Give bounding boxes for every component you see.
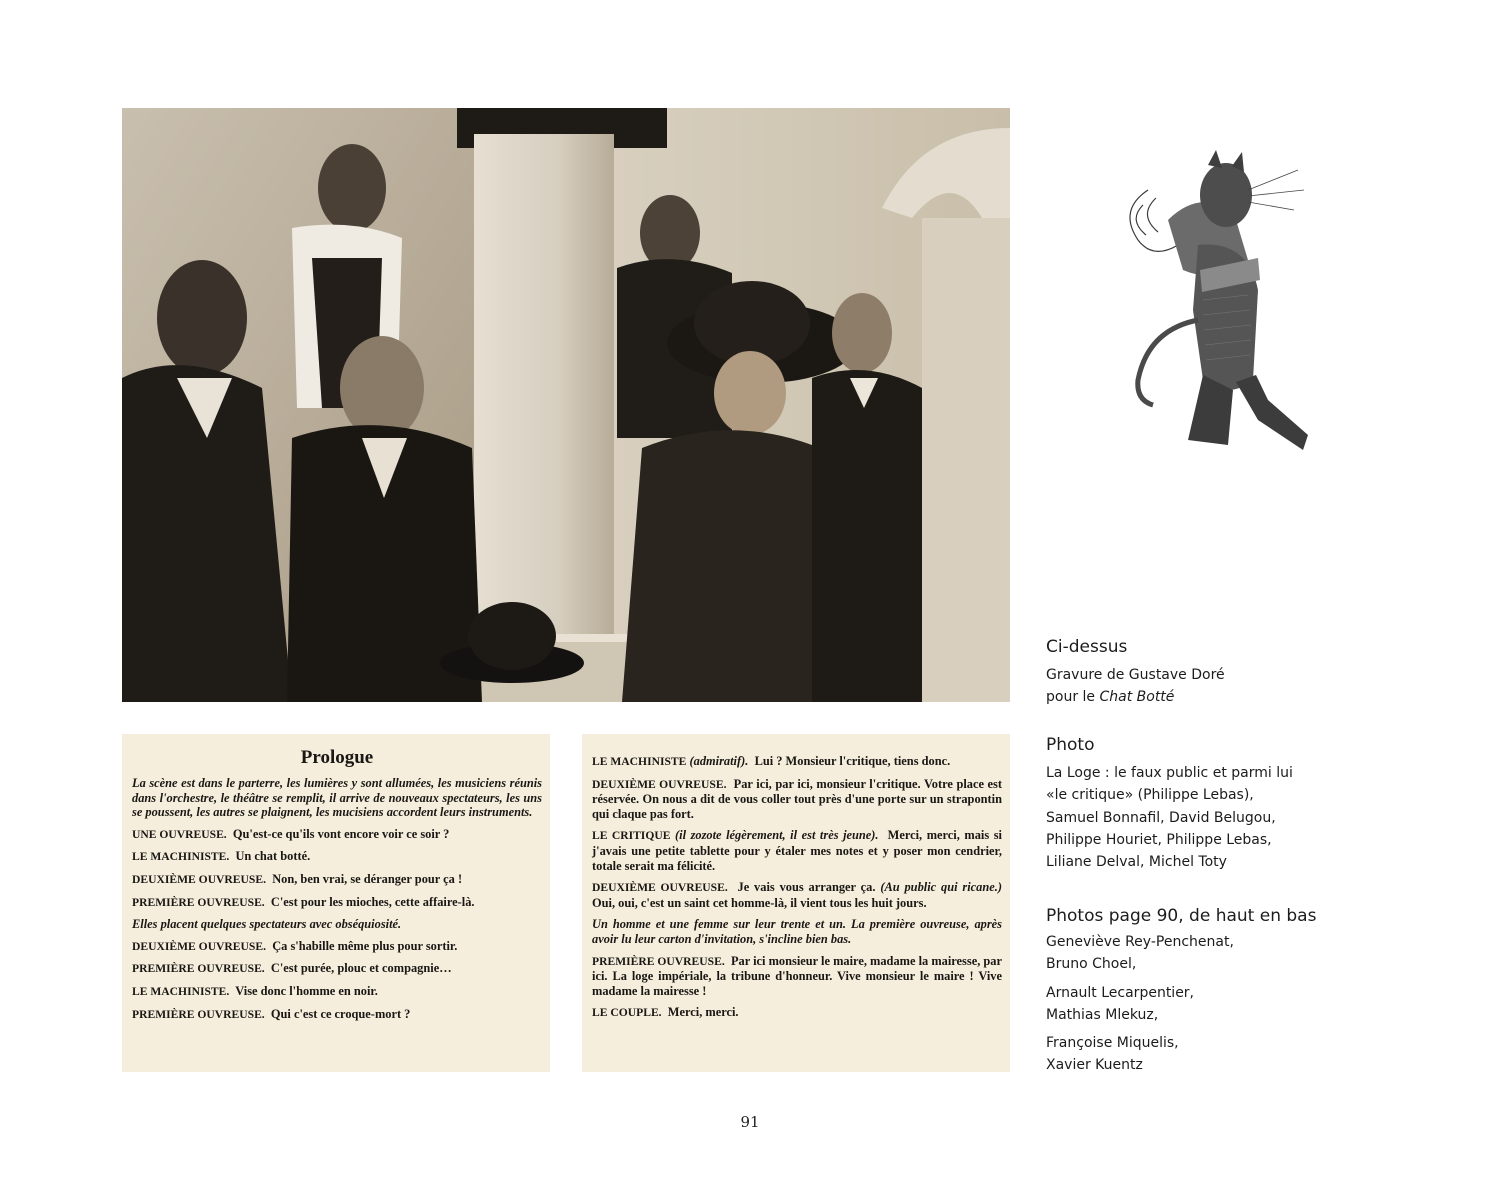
line-text: Non, ben vrai, se déranger pour ça ! [272, 871, 463, 886]
direction: (il zozote légèrement, il est très jeune). [675, 828, 879, 843]
puss-in-boots-engraving [1108, 150, 1324, 460]
direction: (admiratif). [689, 754, 749, 768]
speaker: DEUXIÈME OUVREUSE. [132, 939, 266, 953]
prologue-scan [122, 734, 550, 1072]
speaker: DEUXIÈME OUVREUSE. [592, 881, 728, 895]
caption-photo [1046, 734, 1346, 873]
speaker: UNE OUVREUSE. [132, 827, 227, 841]
aside: (Au public qui ricane.) [880, 880, 1002, 895]
dialogue-direction: Un homme et une femme sur leur trente et un. La première ouvreuse, après avoir lu leur carton d'invitation, s'incline bien bas. [592, 917, 1002, 946]
dialogue-line [592, 754, 1002, 770]
caption-above-prefix: pour le [1046, 689, 1100, 706]
caption-photo-heading: Photo [1046, 735, 1095, 755]
dialogue-line [592, 880, 1002, 910]
speaker: PREMIÈRE OUVREUSE. [132, 1007, 265, 1021]
line-text: Vise donc l'homme en noir. [235, 983, 378, 998]
prologue-line [132, 849, 542, 865]
speaker: DEUXIÈME OUVREUSE. [592, 777, 727, 791]
caption-above [1046, 636, 1346, 709]
page-number: 91 [740, 1113, 760, 1131]
dialogue-line [592, 777, 1002, 822]
speaker: PREMIÈRE OUVREUSE. [132, 962, 265, 976]
prologue-title: Prologue [300, 747, 374, 768]
stage-photograph [122, 108, 1010, 702]
speaker: PREMIÈRE OUVREUSE. [132, 895, 265, 909]
caption-above-line2 [1046, 686, 1346, 708]
stage-photograph-illustration [122, 108, 1010, 702]
dialogue-line [592, 1005, 1002, 1021]
caption-above-title: Chat Botté [1099, 689, 1175, 706]
line-text: Un chat botté. [235, 849, 311, 864]
prologue-line [132, 1007, 542, 1023]
dialogue-line [592, 828, 1002, 873]
dialogue-scan [582, 734, 1010, 1072]
engraving-illustration [1108, 150, 1324, 460]
prologue-line [132, 872, 542, 888]
line-text: Merci, merci, mais si j'avais une petite tablette pour y étaler mes notes et y poser mon cendrier, totale serait ma félicité. [592, 828, 1002, 873]
speaker: LE MACHINISTE. [132, 850, 230, 864]
caption-photos90-heading: Photos page 90, de haut en bas [1046, 906, 1317, 926]
speaker: LE COUPLE. [592, 1006, 662, 1020]
line-text: Qu'est-ce qu'ils vont encore voir ce soir ? [232, 826, 450, 841]
prologue-line [132, 895, 542, 911]
caption-above-line1: Gravure de Gustave Doré [1046, 667, 1225, 683]
speaker: LE CRITIQUE [592, 829, 671, 843]
caption-photos90-group3: Françoise Miquelis, Xavier Kuentz [1046, 1035, 1179, 1074]
prologue-stage-direction: La scène est dans le parterre, les lumières y sont allumées, les musiciens réunis dans l'orchestre, le théâtre se remplit, il arrive de nouveaux spectateurs, les uns se poussent, les autres se plaignent, les mucisiens accordent leurs instruments. [132, 776, 542, 820]
line-text: Ça s'habille même plus pour sortir. [272, 938, 458, 953]
line-text: C'est purée, plouc et compagnie… [270, 961, 452, 976]
prologue-line [132, 939, 542, 955]
line-text: Par ici, par ici, monsieur l'critique. Votre place est réservée. On nous a dit de vous coller tout près d'une porte sur un strapontin qui claque pas fort. [592, 776, 1002, 821]
prologue-direction: Elles placent quelques spectateurs avec obséquiosité. [132, 917, 402, 932]
line-text: Merci, merci. [667, 1005, 739, 1020]
line-text: Je vais vous arranger ça. [737, 880, 876, 895]
caption-above-heading: Ci-dessus [1046, 637, 1128, 657]
speaker: DEUXIÈME OUVREUSE. [132, 872, 266, 886]
line-text: Oui, oui, c'est un saint cet homme-là, il vient tous les huit jours. [592, 895, 927, 910]
caption-photos90-group1: Geneviève Rey-Penchenat, Bruno Choel, [1046, 934, 1234, 973]
caption-photos90-group2: Arnault Lecarpentier, Mathias Mlekuz, [1046, 984, 1195, 1023]
dialogue-line [592, 954, 1002, 999]
prologue-line [132, 827, 542, 843]
line-text: Par ici monsieur le maire, madame la mairesse, par ici. La loge impériale, la tribune d'honneur. Vive monsieur le maire ! Vive madame la mairesse ! [592, 953, 1002, 998]
speaker: PREMIÈRE OUVREUSE. [592, 954, 725, 968]
line-text: Lui ? Monsieur l'critique, tiens donc. [754, 754, 951, 768]
caption-photo-text: La Loge : le faux public et parmi lui «le critique» (Philippe Lebas), Samuel Bonnafil, David Belugou, Philippe Houriet, Philippe Lebas, Liliane Delval, Michel Toty [1046, 765, 1293, 871]
line-text: Qui c'est ce croque-mort ? [270, 1006, 411, 1021]
prologue-line [132, 984, 542, 1000]
speaker: LE MACHINISTE. [132, 984, 230, 998]
prologue-line [132, 961, 542, 977]
speaker: LE MACHINISTE [592, 755, 687, 768]
caption-photos90 [1046, 905, 1346, 1077]
line-text: C'est pour les mioches, cette affaire-là. [270, 894, 475, 909]
